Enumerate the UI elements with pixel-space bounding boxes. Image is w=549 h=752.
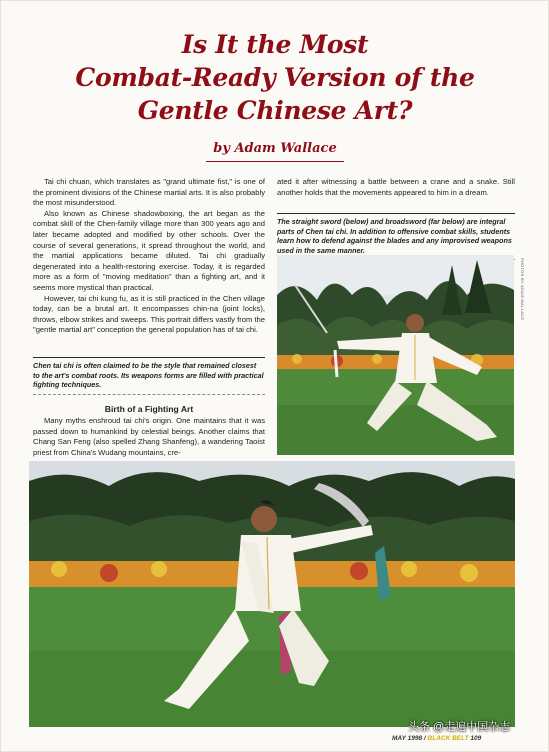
photo-caption: The straight sword (below) and broadsword (far below) are integral parts of Chen tai chi. In addition to offensive combat skills, students learn how to defend against the blades and any improvised weapons used in the same manner. [277, 213, 515, 260]
straight-sword-illustration [277, 255, 514, 455]
article-title [30, 28, 520, 127]
broadsword-illustration [29, 461, 515, 727]
byline: by Adam Wallace [213, 141, 337, 156]
title-line-3: Gentle Chinese Art? [137, 96, 413, 125]
paragraph-continuation: ated it after witnessing a battle between a crane and a snake. Still another holds that the movements appeared to him in a dream. [277, 177, 515, 197]
footer-magazine: BLACK BELT [427, 735, 469, 742]
section-subhead: Birth of a Fighting Art [104, 404, 194, 414]
watermark: 头条 @走遍中国杂志 [408, 721, 511, 733]
photo-broadsword [29, 461, 515, 727]
title-line-2: Combat-Ready Version of the [75, 63, 475, 92]
paragraph-intro: Tai chi chuan, which translates as "grand ultimate fist," is one of the prominent divisions of the Chinese martial arts. It is also probably the most misunderstood. [33, 177, 265, 208]
photo-straight-sword [277, 255, 514, 455]
paragraph-chen-village: However, tai chi kung fu, as it is still practiced in the Chen village today, can be a brutal art. It encompasses chin-na (joint locks), throws, elbow strikes and sweeps. This portrait differs vastly from the "gentle martial art" conception the general population has of tai chi. [33, 293, 265, 335]
byline-rule [206, 161, 344, 162]
paragraph-history: Also known as Chinese shadowboxing, the art began as the combat skill of the Chen-family village more than 300 years ago and later became adopted and modified by other schools. Over the course of several generations, it spread throughout the world, and the martial applications became diluted. Tai chi gradually degenerated into a health-restoring exercise. Today, it is regarded more as a form of "moving meditation" than a fighting art, and it seems more mystical than practical. [33, 208, 265, 292]
footer-month: MAY 1998 / [392, 735, 428, 742]
paragraph-origin: Many myths enshroud tai chi's origin. One maintains that it was passed down to humankind by celestial beings. Another claims that Chang San Feng (also spelled Zhang Shanfeng), a wandering Taoist priest from China's Wudang mountains, cre- [33, 416, 265, 457]
photo-credit: PHOTOS BY ADAM WALLACE [520, 258, 525, 321]
column-2 [277, 177, 515, 198]
pull-quote-caption: Chen tai chi is often claimed to be the style that remained closest to the art's combat roots. Its weapons forms are filled with practical fighting techniques. [33, 357, 265, 395]
footer-page-number: 109 [470, 735, 482, 742]
column-1-lower [33, 416, 265, 458]
column-1 [33, 177, 265, 336]
page-footer [392, 735, 481, 742]
title-line-1: Is It the Most [181, 30, 369, 59]
